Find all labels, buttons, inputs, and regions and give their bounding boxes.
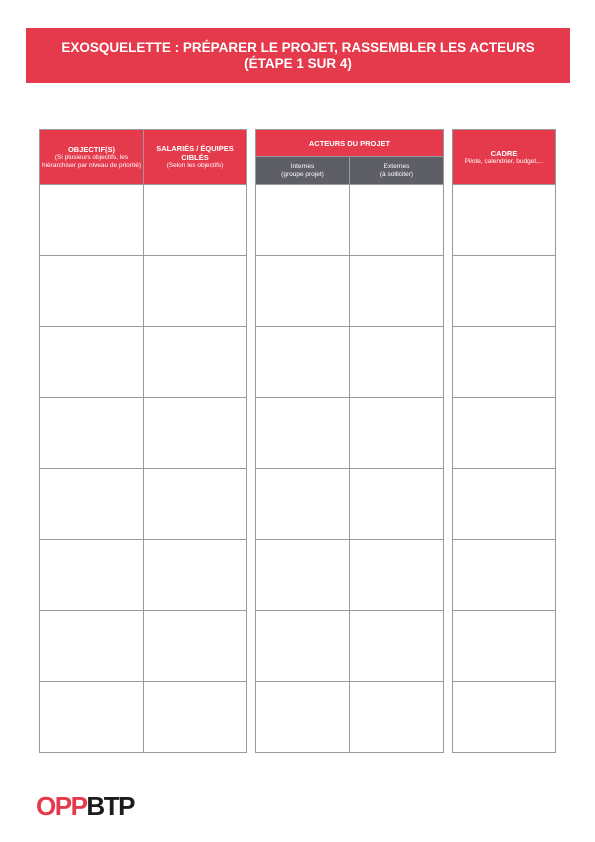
salaries-cell[interactable] bbox=[144, 398, 247, 469]
table-row bbox=[453, 540, 556, 611]
salaries-cell[interactable] bbox=[144, 682, 247, 753]
table-row bbox=[453, 327, 556, 398]
salaries-cell[interactable] bbox=[144, 256, 247, 327]
header-salaries bbox=[144, 130, 247, 185]
cadre-cell[interactable] bbox=[453, 327, 556, 398]
frame-table bbox=[452, 129, 556, 753]
objectif-cell[interactable] bbox=[40, 256, 144, 327]
logo-part-opp: OPP bbox=[36, 791, 87, 821]
logo-part-btp: BTP bbox=[86, 791, 134, 821]
header-objectifs-subtitle: (Si plusieurs objectifs, les hiérarchiser par niveau de priorité) bbox=[42, 153, 141, 169]
header-acteurs-title: ACTEURS DU PROJET bbox=[308, 138, 391, 148]
externes-cell[interactable] bbox=[350, 540, 444, 611]
internes-cell[interactable] bbox=[256, 327, 350, 398]
table-row bbox=[256, 611, 444, 682]
internes-cell[interactable] bbox=[256, 540, 350, 611]
header-internes-label: Internes bbox=[290, 162, 315, 170]
objectif-cell[interactable] bbox=[40, 540, 144, 611]
internes-cell[interactable] bbox=[256, 185, 350, 256]
salaries-cell[interactable] bbox=[144, 185, 247, 256]
objectif-cell[interactable] bbox=[40, 611, 144, 682]
table-row bbox=[40, 185, 247, 256]
table-row bbox=[256, 256, 444, 327]
page-subtitle: (ÉTAPE 1 SUR 4) bbox=[244, 55, 352, 71]
table-row bbox=[40, 398, 247, 469]
externes-cell[interactable] bbox=[350, 469, 444, 540]
salaries-cell[interactable] bbox=[144, 327, 247, 398]
table-row bbox=[40, 540, 247, 611]
table-row bbox=[256, 185, 444, 256]
table-row bbox=[256, 682, 444, 753]
objectif-cell[interactable] bbox=[40, 469, 144, 540]
cadre-cell[interactable] bbox=[453, 682, 556, 753]
externes-cell[interactable] bbox=[350, 185, 444, 256]
table-row bbox=[453, 398, 556, 469]
salaries-cell[interactable] bbox=[144, 540, 247, 611]
table-row bbox=[40, 611, 247, 682]
externes-cell[interactable] bbox=[350, 256, 444, 327]
table-row bbox=[40, 469, 247, 540]
header-cadre-title: CADRE bbox=[490, 148, 518, 158]
externes-cell[interactable] bbox=[350, 611, 444, 682]
objectif-cell[interactable] bbox=[40, 327, 144, 398]
internes-cell[interactable] bbox=[256, 611, 350, 682]
header-internes-sub: (groupe projet) bbox=[281, 170, 324, 178]
cadre-cell[interactable] bbox=[453, 185, 556, 256]
header-externes-sub: (à solliciter) bbox=[379, 170, 414, 178]
table-row bbox=[453, 185, 556, 256]
objectif-cell[interactable] bbox=[40, 185, 144, 256]
header-internes bbox=[256, 157, 350, 185]
internes-cell[interactable] bbox=[256, 398, 350, 469]
cadre-cell[interactable] bbox=[453, 611, 556, 682]
table-row bbox=[256, 398, 444, 469]
salaries-cell[interactable] bbox=[144, 469, 247, 540]
header-salaries-subtitle: (Selon les objectifs) bbox=[166, 162, 224, 169]
table-row bbox=[453, 469, 556, 540]
table-row bbox=[453, 611, 556, 682]
cadre-cell[interactable] bbox=[453, 540, 556, 611]
cadre-cell[interactable] bbox=[453, 398, 556, 469]
internes-cell[interactable] bbox=[256, 682, 350, 753]
header-objectifs-title: OBJECTIF(S) bbox=[67, 144, 116, 154]
table-row bbox=[453, 682, 556, 753]
internes-cell[interactable] bbox=[256, 256, 350, 327]
page-title: EXOSQUELETTE : PRÉPARER LE PROJET, RASSEMBLER LES ACTEURS bbox=[61, 39, 535, 55]
header-objectifs bbox=[40, 130, 144, 185]
externes-cell[interactable] bbox=[350, 398, 444, 469]
cadre-cell[interactable] bbox=[453, 469, 556, 540]
header-salaries-title: SALARIÉS / ÉQUIPES CIBLÉS bbox=[156, 144, 234, 162]
table-row bbox=[40, 682, 247, 753]
table-row bbox=[40, 256, 247, 327]
cadre-cell[interactable] bbox=[453, 256, 556, 327]
table-row bbox=[256, 469, 444, 540]
header-cadre-subtitle: Pilote, calendrier, budget,... bbox=[464, 157, 544, 165]
objectif-cell[interactable] bbox=[40, 682, 144, 753]
header-cadre bbox=[453, 130, 556, 185]
header-acteurs bbox=[256, 130, 444, 157]
table-row bbox=[40, 327, 247, 398]
externes-cell[interactable] bbox=[350, 682, 444, 753]
objectif-cell[interactable] bbox=[40, 398, 144, 469]
internes-cell[interactable] bbox=[256, 469, 350, 540]
externes-cell[interactable] bbox=[350, 327, 444, 398]
table-row bbox=[256, 540, 444, 611]
table-row bbox=[453, 256, 556, 327]
header-externes-label: Externes bbox=[383, 162, 410, 170]
header-externes bbox=[350, 157, 444, 185]
opp-btp-logo bbox=[36, 792, 134, 820]
objectives-table bbox=[39, 129, 247, 753]
actors-table bbox=[255, 129, 444, 753]
title-banner bbox=[26, 28, 570, 83]
table-row bbox=[256, 327, 444, 398]
salaries-cell[interactable] bbox=[144, 611, 247, 682]
